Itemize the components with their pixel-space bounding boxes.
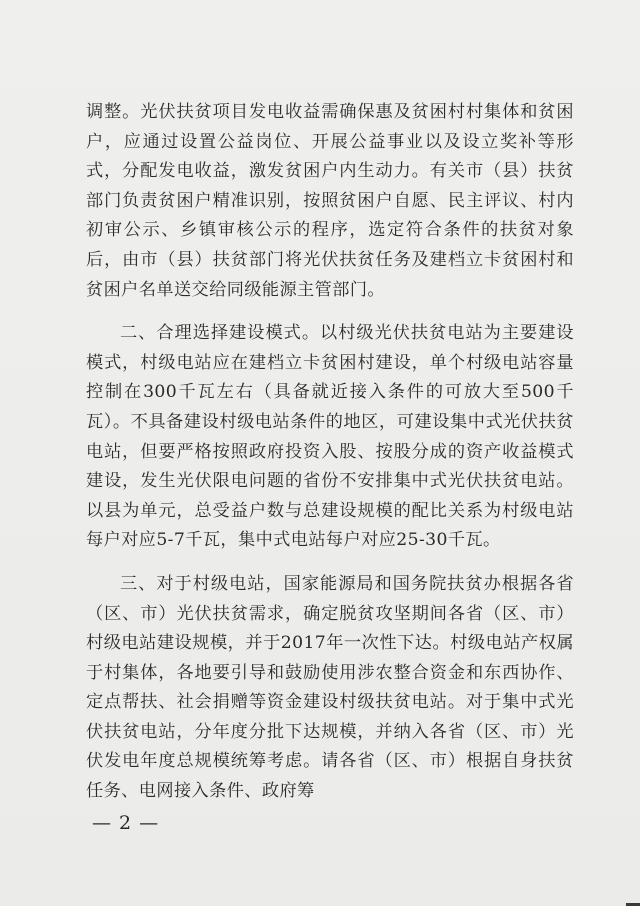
document-body [86,98,574,821]
page-number: — 2 — [92,812,160,834]
paragraph-village-stations: 三、对于村级电站，国家能源局和国务院扶贫办根据各省（区、市）光伏扶贫需求，确定脱贫攻坚期间各省（区、市）村级电站建设规模，并于2017年一次性下达。村级电站产权属于村集体，各地要引导和鼓励使用涉农整合资金和东西协作、定点帮扶、社会捐赠等资金建设村级扶贫电站。对于集中式光伏扶贫电站，分年度分批下达规模，并纳入各省（区、市）光伏发电年度总规模统筹考虑。请各省（区、市）根据自身扶贫任务、电网接入条件、政府筹 [86,573,574,802]
paragraph-construction-mode: 二、合理选择建设模式。以村级光伏扶贫电站为主要建设模式，村级电站应在建档立卡贫困村建设，单个村级电站容量控制在300千瓦左右（具备就近接入条件的可放大至500千瓦）。不具备建设村级电站条件的地区，可建设集中式光伏扶贫电站，但要严格按照政府投资入股、按股分成的资产收益模式建设，发生光伏限电问题的省份不安排集中式光伏扶贫电站。以县为单元，总受益户数与总建设规模的配比关系为村级电站每户对应5-7千瓦，集中式电站每户对应25-30千瓦。 [86,323,574,551]
paragraph-continuation: 调整。光伏扶贫项目发电收益需确保惠及贫困村村集体和贫困户，应通过设置公益岗位、开展公益事业以及设立奖补等形式，分配发电收益，激发贫困户内生动力。有关市（县）扶贫部门负责贫困户精准识别，按照贫困户自愿、民主评议、村内初审公示、乡镇审核公示的程序，选定符合条件的扶贫对象后，由市（县）扶贫部门将光伏扶贫任务及建档立卡贫困村和贫困户名单送交给同级能源主管部门。 [86,102,574,300]
